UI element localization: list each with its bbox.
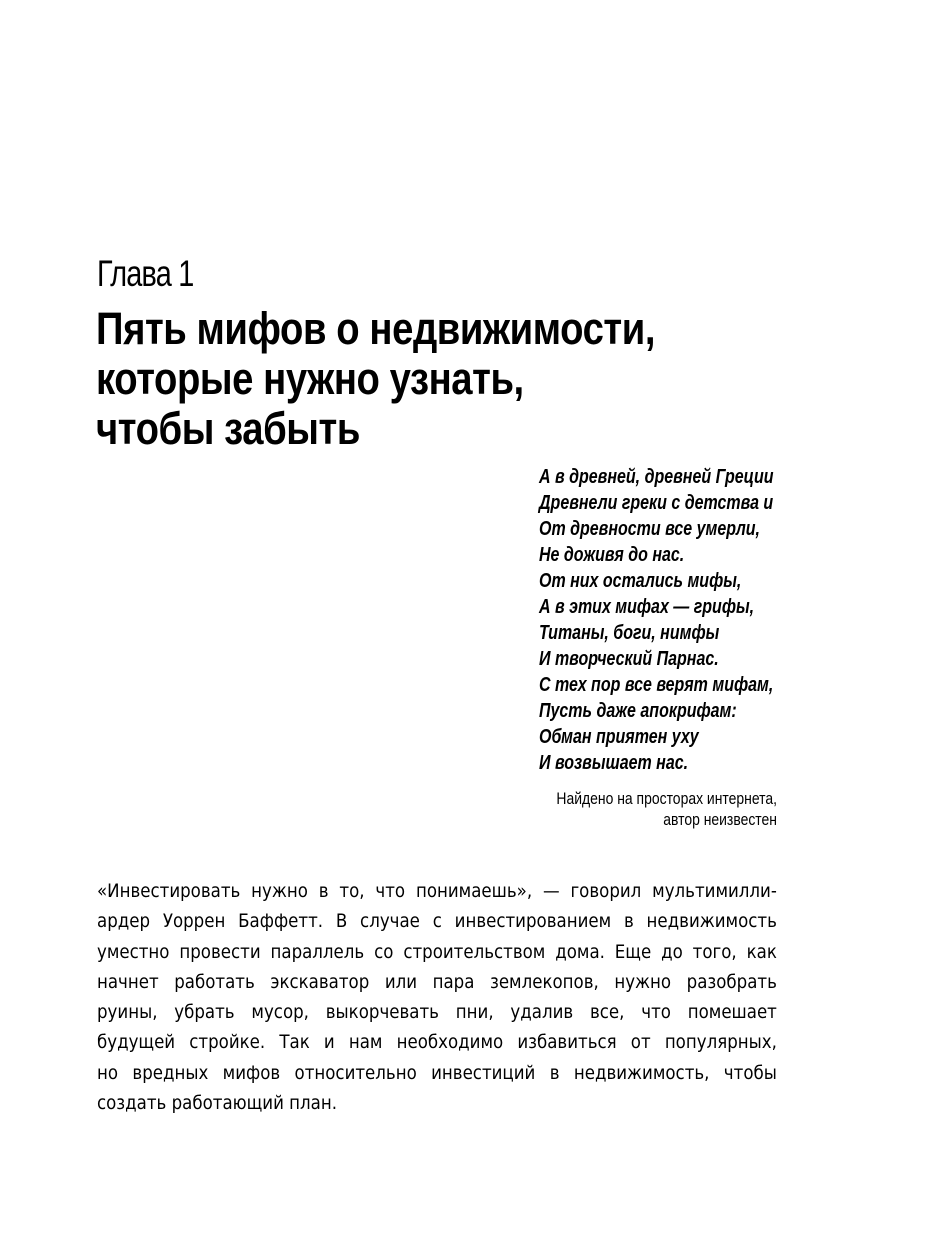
chapter-number: Глава 1 [97, 253, 194, 294]
epigraph-poem [539, 464, 774, 776]
epigraph-attribution [556, 788, 777, 830]
paragraph-line: создать работающий план. [97, 1092, 338, 1115]
chapter-title-line: чтобы забыть [96, 403, 360, 454]
attribution-line: автор неизвестен [663, 810, 777, 829]
paragraph-line: начнет работать экскаватор или пара землекопов, нужно разобрать [97, 970, 777, 993]
epigraph-line: От них остались мифы, [539, 570, 742, 592]
epigraph-line: И возвышает нас. [539, 752, 689, 774]
paragraph-line: уместно провести параллель со строительством дома. Еще до того, как [97, 940, 777, 963]
epigraph-line: Титаны, боги, нимфы [539, 622, 720, 644]
epigraph-line: С тех пор все верят мифам, [539, 674, 774, 696]
paragraph-line: руины, убрать мусор, выкорчевать пни, удалив все, что помешает [97, 1001, 777, 1024]
paragraph-line: но вредных мифов относительно инвестиций в недвижимость, чтобы [97, 1061, 777, 1084]
epigraph-line: Обман приятен уху [539, 726, 699, 748]
epigraph-line: От древности все умерли, [539, 518, 760, 540]
paragraph-line: «Инвестировать нужно в то, что понимаешь», — говорил мультимилли- [97, 880, 777, 902]
epigraph-line: А в древней, древней Греции [539, 466, 774, 488]
chapter-title-line: которые нужно узнать, [96, 353, 524, 404]
epigraph-line: Пусть даже апокрифам: [539, 700, 737, 722]
epigraph-line: Не доживя до нас. [539, 544, 685, 566]
paragraph-line: будущей стройке. Так и нам необходимо избавиться от популярных, [97, 1031, 777, 1054]
body-paragraph [97, 876, 777, 1118]
attribution-line: Найдено на просторах интернета, [556, 789, 777, 808]
paragraph-line: ардер Уоррен Баффетт. В случае с инвестированием в недвижимость [97, 910, 777, 933]
epigraph-line: А в этих мифах — грифы, [539, 596, 755, 618]
chapter-title-line: Пять мифов о недвижимости, [96, 303, 656, 354]
epigraph-line: Древнели греки с детства и [539, 492, 774, 514]
chapter-title [96, 304, 655, 454]
epigraph-line: И творческий Парнас. [539, 648, 719, 670]
